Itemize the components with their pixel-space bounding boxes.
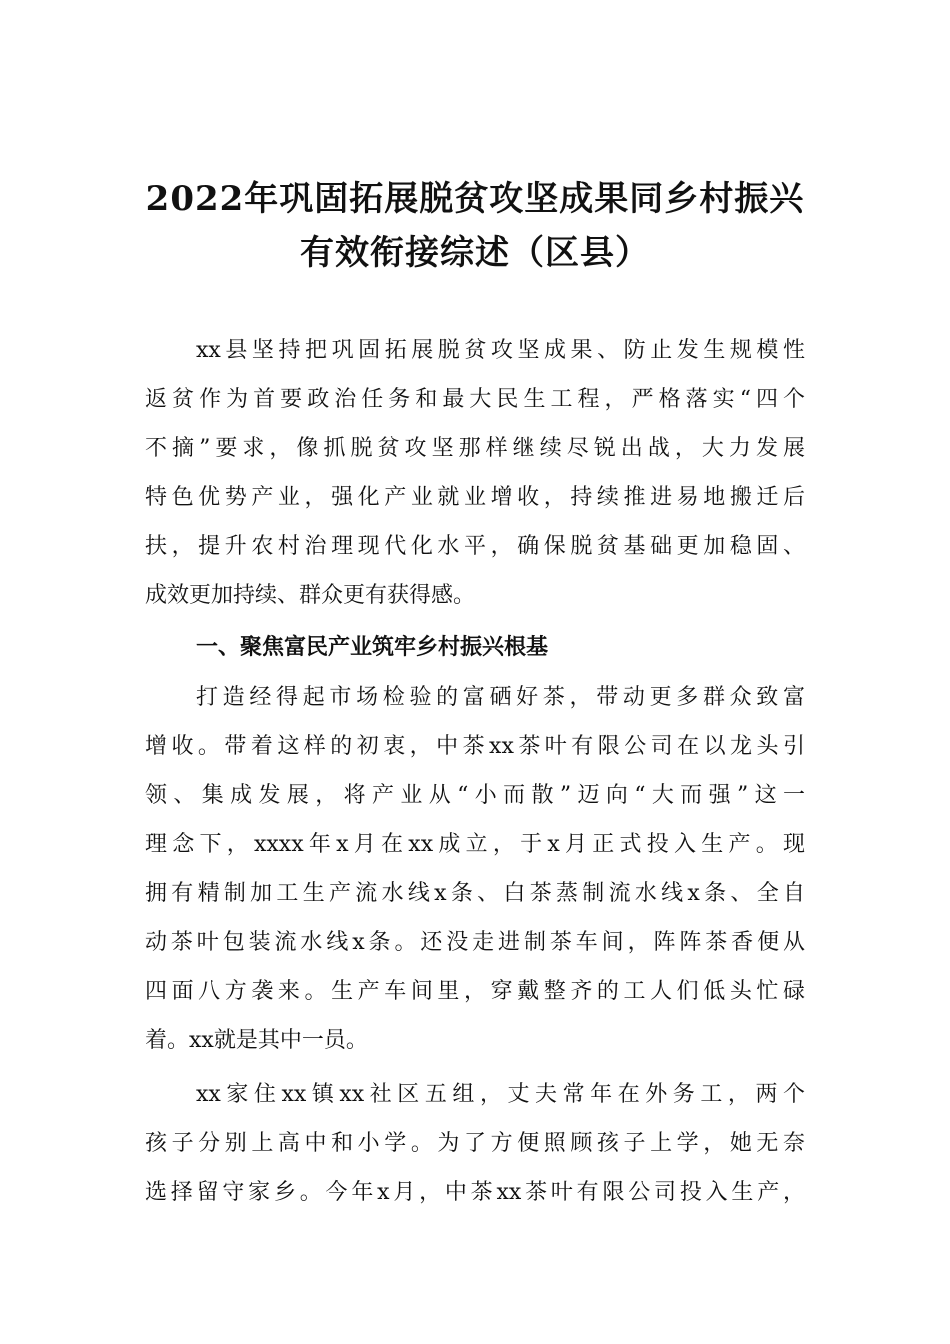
paragraph-1-line-1: xx县坚持把巩固拓展脱贫攻坚成果、防止发生规模性 bbox=[196, 338, 805, 363]
paragraph-2-line-5: 拥有精制加工生产流水线x条、白茶蒸制流水线x条、全自 bbox=[145, 881, 805, 906]
paragraph-2-line-4: 理念下，xxxx年x月在xx成立，于x月正式投入生产。现 bbox=[145, 832, 805, 857]
paragraph-1-line-6: 成效更加持续、群众更有获得感。 bbox=[145, 583, 476, 608]
paragraph-2-line-8: 着。xx就是其中一员。 bbox=[145, 1028, 368, 1053]
paragraph-3-line-1: xx家住xx镇xx社区五组，丈夫常年在外务工，两个 bbox=[196, 1082, 805, 1107]
document-title-line-2: 有效衔接综述（区县） bbox=[300, 233, 650, 273]
paragraph-3-line-3: 选择留守家乡。今年x月，中茶xx茶叶有限公司投入生产， bbox=[145, 1180, 805, 1205]
paragraph-2-line-2: 增收。带着这样的初衷，中茶xx茶叶有限公司在以龙头引 bbox=[145, 734, 805, 759]
paragraph-1-line-3: 不摘”要求，像抓脱贫攻坚那样继续尽锐出战，大力发展 bbox=[145, 436, 805, 461]
paragraph-2-line-1: 打造经得起市场检验的富硒好茶，带动更多群众致富 bbox=[196, 685, 805, 710]
section-heading-1: 一、聚焦富民产业筑牢乡村振兴根基 bbox=[196, 635, 549, 660]
paragraph-2-line-7: 四面八方袭来。生产车间里，穿戴整齐的工人们低头忙碌 bbox=[145, 979, 805, 1004]
paragraph-2-line-3: 领、集成发展，将产业从“小而散”迈向“大而强”这一 bbox=[145, 783, 805, 808]
paragraph-1-line-2: 返贫作为首要政治任务和最大民生工程，严格落实“四个 bbox=[145, 387, 805, 412]
paragraph-2-line-6: 动茶叶包装流水线x条。还没走进制茶车间，阵阵茶香便从 bbox=[145, 930, 805, 955]
paragraph-1-line-4: 特色优势产业，强化产业就业增收，持续推进易地搬迁后 bbox=[145, 485, 805, 510]
paragraph-1-line-5: 扶，提升农村治理现代化水平，确保脱贫基础更加稳固、 bbox=[145, 534, 805, 559]
paragraph-3-line-2: 孩子分别上高中和小学。为了方便照顾孩子上学，她无奈 bbox=[145, 1131, 805, 1156]
document-title-line-1: 2022年巩固拓展脱贫攻坚成果同乡村振兴 bbox=[145, 179, 805, 219]
